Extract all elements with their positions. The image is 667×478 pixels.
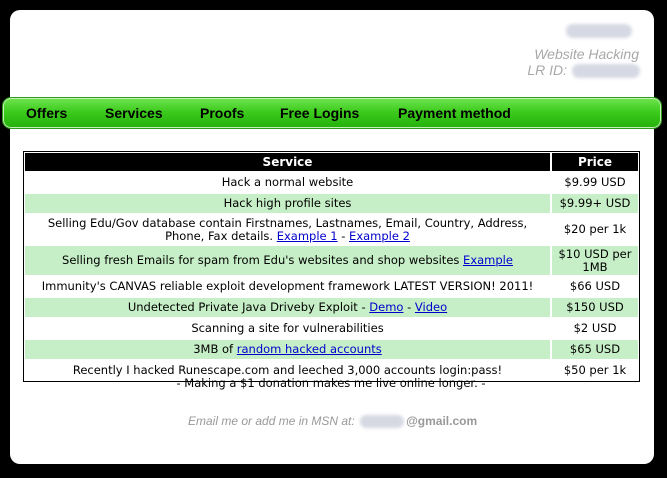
price-cell: $65 USD xyxy=(551,339,639,360)
service-text: Recently I hacked Runescape.com and leeched 3,000 accounts login:pass! xyxy=(72,363,503,377)
example-1-link[interactable]: Example 1 xyxy=(276,228,338,243)
table-row xyxy=(24,245,639,276)
price-cell: $150 USD xyxy=(551,297,639,318)
nav-payment-method[interactable]: Payment method xyxy=(398,105,511,121)
header-title: Website Hacking xyxy=(534,46,639,62)
service-text: Hack high profile sites xyxy=(223,196,352,210)
service-text: Scanning a site for vulnerabilities xyxy=(191,321,384,335)
price-cell: $66 USD xyxy=(551,276,639,297)
contact-footer xyxy=(188,414,477,428)
table-header-row xyxy=(24,152,639,172)
random-hacked-accounts-link[interactable]: random hacked accounts xyxy=(236,342,382,356)
service-cell xyxy=(24,297,551,318)
table-row xyxy=(24,339,639,360)
service-cell xyxy=(24,339,551,360)
example-link[interactable]: Example xyxy=(463,253,513,267)
redacted-name xyxy=(566,24,632,38)
contact-text: Email me or add me in MSN at: xyxy=(188,414,355,428)
price-cell: $10 USD per 1MB xyxy=(551,245,639,276)
service-cell xyxy=(24,172,551,193)
nav-free-logins[interactable]: Free Logins xyxy=(280,105,360,121)
col-service-header: Service xyxy=(24,152,551,172)
table-row xyxy=(24,276,639,297)
table-row xyxy=(24,297,639,318)
services-table xyxy=(23,151,640,382)
price-cell: $9.99+ USD xyxy=(551,193,639,214)
service-text: Undetected Private Java Driveby Exploit - xyxy=(127,300,370,314)
service-text: Immunity's CANVAS reliable exploit development framework LATEST VERSION! 2011! xyxy=(41,279,534,293)
service-cell xyxy=(24,193,551,214)
service-text: Selling Edu/Gov database contain Firstnames, Lastnames, Email, Country, Address, Phone, Fax details. xyxy=(47,215,528,243)
nav-services[interactable]: Services xyxy=(105,105,163,121)
table-row xyxy=(24,214,639,245)
redacted-id xyxy=(572,64,640,78)
video-link[interactable]: Video xyxy=(414,300,448,314)
header-lr-id: LR ID: xyxy=(527,62,567,78)
service-cell xyxy=(24,276,551,297)
demo-link[interactable]: Demo xyxy=(369,300,404,314)
separator: - xyxy=(403,300,415,314)
table-row xyxy=(24,172,639,193)
table-row xyxy=(24,318,639,339)
table-row xyxy=(24,193,639,214)
service-cell xyxy=(24,214,551,245)
price-cell: $50 per 1k xyxy=(551,360,639,381)
col-price-header: Price xyxy=(551,152,639,172)
separator: - xyxy=(337,228,350,243)
price-cell: $9.99 USD xyxy=(551,172,639,193)
service-cell xyxy=(24,245,551,276)
example-2-link[interactable]: Example 2 xyxy=(349,228,410,243)
service-text: Selling fresh Emails for spam from Edu's websites and shop websites xyxy=(62,253,464,267)
email-domain: @gmail.com xyxy=(406,414,478,428)
main-nav xyxy=(2,97,662,129)
price-cell: $2 USD xyxy=(551,318,639,339)
price-cell: $20 per 1k xyxy=(551,214,639,245)
redacted-email xyxy=(360,415,404,428)
service-text: 3MB of xyxy=(193,342,237,356)
service-cell xyxy=(24,318,551,339)
donation-note: - Making a $1 donation makes me live online longer. - xyxy=(176,376,486,390)
service-text: Hack a normal website xyxy=(221,175,354,189)
nav-offers[interactable]: Offers xyxy=(26,105,68,121)
nav-proofs[interactable]: Proofs xyxy=(200,105,245,121)
